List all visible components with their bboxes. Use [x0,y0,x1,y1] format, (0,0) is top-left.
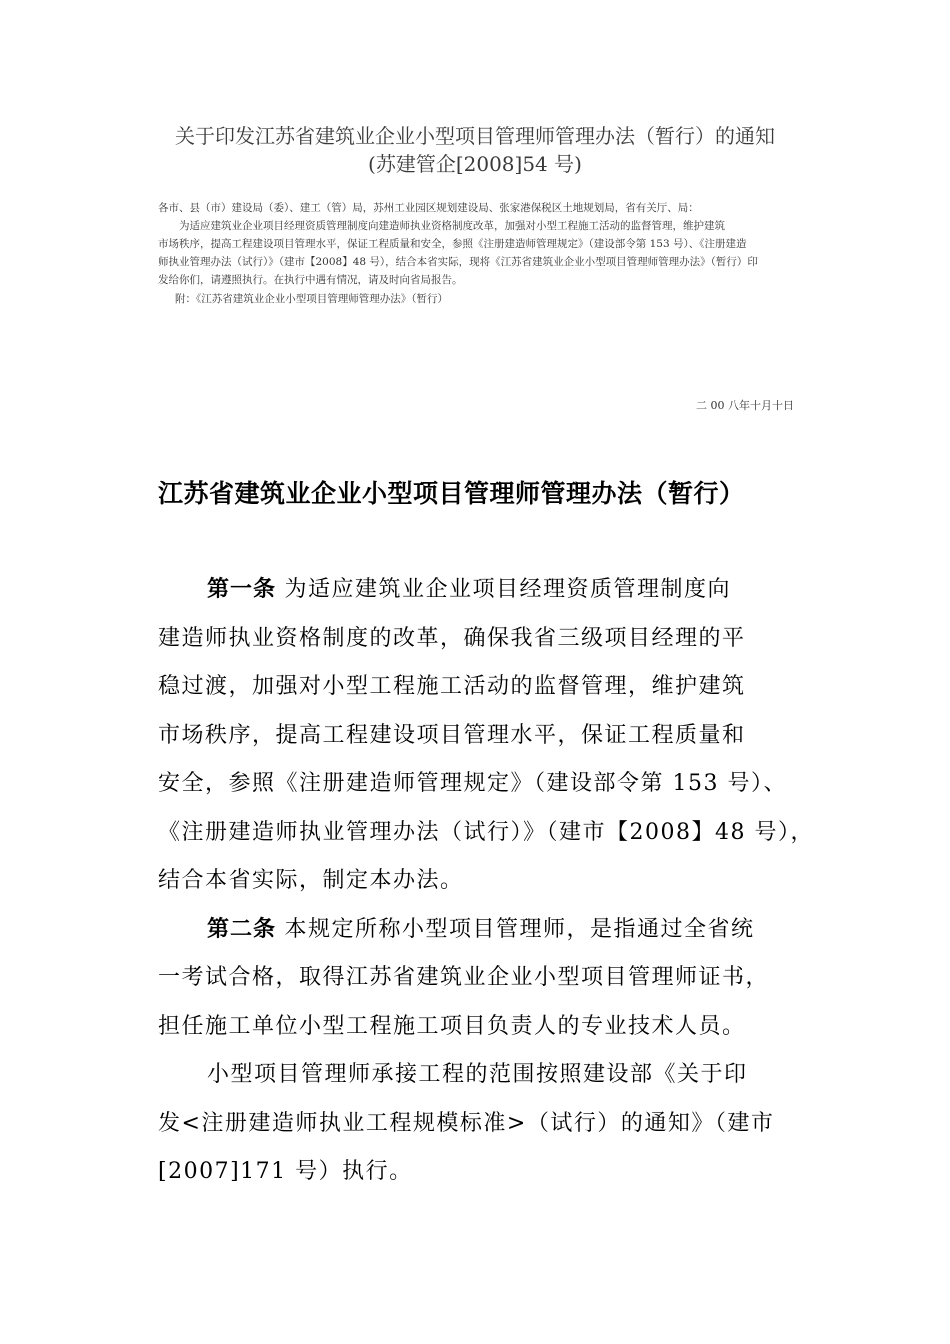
article-line: [2007]171 号）执行。 [158,1159,413,1184]
notice-attachment: 附：《江苏省建筑业企业小型项目管理师管理办法》（暂行） [175,293,448,305]
notice-document-number: (苏建管企[2008]54 号) [368,152,582,176]
notice-addressee: 各市、县（市）建设局（委）、建工（管）局，苏州工业园区规划建设局、张家港保税区土地规划局，省有关厅、局： [158,202,699,214]
article-line: 小型项目管理师承接工程的范围按照建设部《关于印 [207,1062,748,1087]
notice-line: 为适应建筑业企业项目经理资质管理制度向建造师执业资格制度改革，加强对小型工程施工活动的监督管理，维护建筑 [179,220,725,232]
article-line: 发<注册建造师执业工程规模标准>（试行）的通知》（建市 [158,1110,775,1136]
article-label: 第二条 [207,916,277,942]
notice-title [100,122,850,178]
article-line: 第一条 为适应建筑业企业项目经理资质管理制度向 [207,577,732,602]
notice-paragraph-cont [158,235,798,289]
article-line: 结合本省实际，制定本办法。 [158,868,464,893]
notice-paragraph [158,217,798,235]
paragraph-3 [158,1051,798,1197]
article-line: 一考试合格，取得江苏省建筑业企业小型项目管理师证书， [158,965,770,990]
notice-line: 师执业管理办法（试行）》（建市【2008】48 号），结合本省实际，现将《江苏省建筑业企业小型项目管理师管理办法》（暂行）印 [158,256,758,268]
article-2 [158,906,798,1052]
article-1 [158,566,814,906]
article-line: 市场秩序，提高工程建设项目管理水平，保证工程质量和 [158,722,746,748]
article-line: 第二条 本规定所称小型项目管理师，是指通过全省统 [207,916,755,942]
notice-date: 二 00 八年十月十日 [696,399,794,412]
notice-body [158,199,798,308]
notice-line: 发给你们，请遵照执行。在执行中遇有情况，请及时向省局报告。 [158,274,463,286]
article-line: 担任施工单位小型工程施工项目负责人的专业技术人员。 [158,1013,746,1039]
articles [158,566,814,1197]
article-line: 《注册建造师执业管理办法（试行）》（建市【2008】48 号）， [158,819,814,845]
document-title: 江苏省建筑业企业小型项目管理师管理办法（暂行） [158,479,745,508]
article-line: 安全，参照《注册建造师管理规定》（建设部令第 153 号）、 [158,771,787,796]
article-line: 建造师执业资格制度的改革，确保我省三级项目经理的平 [158,625,746,651]
notice-title-line: 关于印发江苏省建筑业企业小型项目管理师管理办法（暂行）的通知 [175,124,775,148]
notice-line: 市场秩序，提高工程建设项目管理水平，保证工程质量和安全，参照《注册建造师管理规定》（建设部令第 153 号）、《注册建造 [158,238,747,250]
article-line: 稳过渡，加强对小型工程施工活动的监督管理，维护建筑 [158,674,746,699]
article-label: 第一条 [207,577,277,602]
